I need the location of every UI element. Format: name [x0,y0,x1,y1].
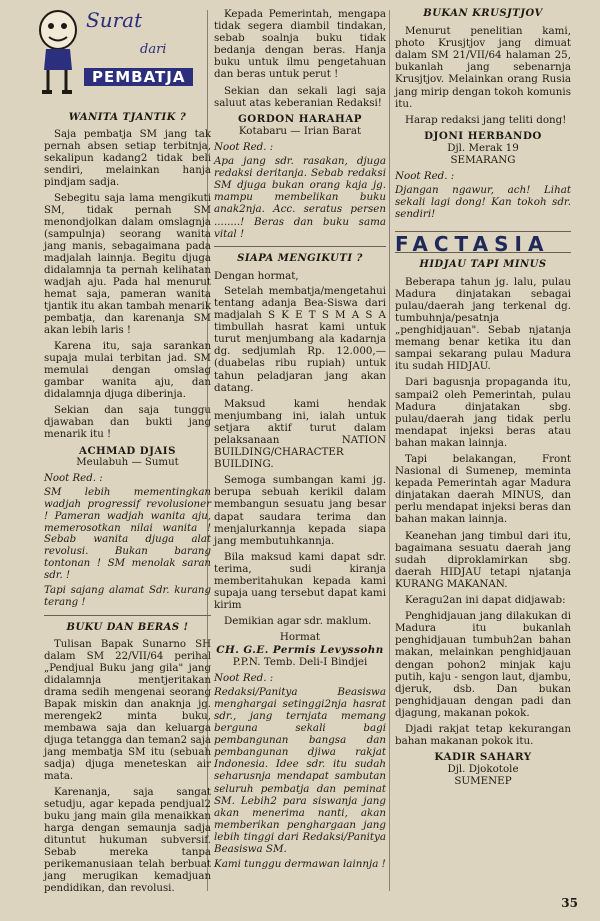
closing: Hormat [279,631,321,644]
editor-note-label: Noot Red. : [214,671,274,684]
paragraph: Karenanja, saja sangat setudju, agar kepada pendjual2 buku jang main gila menaikkan harga dengan semaunja sadja dituntut hukuman subversif. Sebab mereka tanpa perikemanusiaan telah berbuat jang merugikan kemadjuan pendidikan, dan revolusi. [44,787,211,895]
paragraph: Karena itu, saja sarankan supaja mulai terbitan jad. SM memulai dengan omslag gambar wanita aju, dan didalamnja djuga diberinja. [44,340,211,400]
paragraph: Menurut penelitian kami, photo Krusjtjov jang dimuat dalam SM 21/VII/64 halaman 25, bukanlah jang sebenarnja Krusjtjov. Melainkan orang Rusia jang mirip dengan tokoh komunis itu. [395,25,571,110]
signature-place: SUMENEP [454,775,512,788]
signature-place: Meulabuh — Sumut [76,456,179,468]
paragraph: Harap redaksi jang teliti dong! [405,113,567,126]
paragraph: Demikian agar sdr. maklum. [224,615,372,628]
editor-note-label: Noot Red. : [395,170,455,183]
signature-place: Kotabaru — Irian Barat [238,124,362,137]
editor-note-label: Noot Red. : [44,472,103,484]
paragraph: Maksud kami hendak menjumbang ini, ialah untuk setjara aktif turut dalam pelaksanaan NATION BUILDING/CHARACTER BUILDING. [214,397,386,471]
signature-address: Djl. Djokotole [447,763,519,776]
header-surat: Surat [86,8,143,32]
column-divider [389,10,390,891]
signature-name: GORDON HARAHAP [238,112,362,125]
divider [214,246,386,247]
signature-place: SEMARANG [450,154,516,167]
paragraph: Dari bagusnja propaganda itu, sampai2 oleh Pemerintah, pulau Madura dinjatakan sbg. pulau/daerah jang tidak perlu mendapat injeksi beras atau bahan makan lainnja. [395,376,571,449]
paragraph: Setelah membatja/mengetahui tentang adanja Bea-Siswa dari madjalah S K E T S M A S A timbullah hasrat kami untuk turut menjumbang ala kadarnja dg. sedjumlah Rp. 12.000,— (duabelas ribu rupiah) untuk tahun peladjaran jang akan datang. [214,284,386,394]
editor-note: Apa jang sdr. rasakan, djuga redaksi deritanja. Sebab redaksi SM djuga bukan orang kaja jg. mampu membelikan buku anak2nja. Acc. seratus persen ........! Beras dan buku sama vital ! [214,155,386,240]
paragraph: Keanehan jang timbul dari itu, bagaimana sesuatu daerah jang sudah diproklamirkan sbg. daerah HIDJAU tetapi njatanja KURANG MAKANAN. [395,529,571,590]
section-header [44,8,211,108]
column-1 [44,8,211,899]
paragraph: Sekian dan saja tunggu djawaban dan bukti jang menarik itu ! [44,404,211,440]
header-pembatja: PEMBATJA [84,68,193,86]
letter-title: BUKAN KRUSJTJOV [423,8,543,19]
signature-name: DJONI HERBANDO [424,129,542,142]
paragraph: Keragu2an ini dapat didjawab: [405,594,566,607]
column-3 [395,8,571,787]
signature-place: P.P.N. Temb. Deli-I Bindjei [232,655,368,668]
paragraph: Beberapa tahun jg. lalu, pulau Madura dinjatakan sebagai pulau/daerah jang terkenal dg. tumbuhnja/pesatnja „penghidjauan". Sebab njatanja memang benar ketika itu dan sampai sekarang pulau Madura itu sudah HIDJAU. [395,275,571,373]
letter-title: WANITA TJANTIK ? [68,112,187,123]
signature-address: Djl. Merak 19 [447,141,519,154]
editor-note: Redaksi/Panitya Beasiswa menghargai setinggi2nja hasrat sdr., jang ternjata memang berguna sekali bagi pembangunan bangsa dan pembangunan djiwa rakjat Indonesia. Idee sdr. itu sudah seharusnja mendapat sambutan seluruh pembatja dan peminat SM. Lebih2 para siswanja jang akan menerima nanti, akan memberikan penghargaan jang lebih tinggi dari Redaksi/Panitya Beasiswa SM. [214,685,386,855]
page-number: 35 [561,895,578,910]
paragraph: Sebegitu saja lama mengikuti SM, tidak pernah SM menondjolkan dalam omslagnja (sampulnja) seorang wanita jang manis, sebagaimana pada madjalah lainnja. Begitu djuga didalamnja ta pernah kelihatan wadjah aju. Pada hal menurut hemat saja, pameran wanita tjantik itu akan tambah menarik pembatja, dan karenanja SM akan lebih laris ! [44,192,211,336]
signature-name: CH. G.E. Permis Levyssohn [216,643,384,656]
paragraph: Sekian dan sekali lagi saja saluut atas keberanian Redaksi! [214,84,386,109]
header-dari: dari [140,42,167,57]
paragraph: Semoga sumbangan kami jg. berupa sebuah kerikil dalam membangun sesuatu jang besar dapat saudara terima dan menjalurkannja kepada siapa jang membutuhkannja. [214,474,386,547]
paragraph: Saja pembatja SM jang tak pernah absen setiap terbitnja, sekalipun kadang2 tidak beli sendiri, melainkan hanja pindjam sadja. [44,128,211,188]
editor-note: SM lebih mementingkan wadjah progressif revolusioner ! Pameran wadjah wanita aju, memerosotkan nilai wanita ! Sebab wanita djuga alat revolusi. Bukan barang tontonan ! SM menolak saran sdr. ! [44,486,211,582]
column-2 [214,8,386,873]
editor-note-label: Noot Red. : [214,140,274,153]
paragraph: Djadi rakjat tetap kekurangan bahan makanan pokok itu. [395,722,571,748]
paragraph: Tulisan Bapak Sunarno SH dalam SM 22/VII/64 perihal „Pendjual Buku jang gila" jang didalamnja mentjeritakan drama sedih mengenai seorang Bapak miskin dan anaknja jg. merengek2 minta buku, membawa saja dan keluarga djuga tetangga dan teman2 saja jang membatja SM itu (sebuah sadja) djuga meneteskan air mata. [44,639,211,783]
editor-note: Kami tunggu dermawan lainnja ! [214,858,386,871]
article-title: HIDJAU TAPI MINUS [419,258,547,270]
signature-name: KADIR SAHARY [434,751,532,764]
signature-name: ACHMAD DJAIS [79,444,176,457]
divider [44,615,211,616]
paragraph: Tapi belakangan, Front Nasional di Sumenep, meminta kepada Pemerintah agar Madura dinjatakan daerah MINUS, dan perlu mendapat injeksi beras dan bahan makan lainnja. [395,453,571,526]
editor-note: Tapi sajang alamat Sdr. kurang terang ! [44,585,211,609]
section-title-factasia: FACTASIA [395,231,550,256]
greeting: Dengan hormat, [214,269,299,282]
letter-title: BUKU DAN BERAS ! [66,622,189,634]
editor-note: Djangan ngawur, ach! Lihat sekali lagi dong! Kan tokoh sdr. sendiri! [395,184,571,221]
paragraph: Penghidjauan jang dilakukan di Madura itu bukanlah penghidjauan tumbuh2an bahan makan, melainkan penghidjauan dengan pohon2 minjak kaju putih, kaju - sengon laut, djambu, djeruk, dsb. Dan bukan penghidjauan dengan padi dan djagung, makanan pokok. [395,610,571,719]
mascot-icon [36,8,82,98]
letter-title: SIAPA MENGIKUTI ? [237,252,363,264]
paragraph: Kepada Pemerintah, mengapa tidak segera diambil tindakan, sebab soalnja buku tidak bedanja dengan beras. Hanja buku untuk ilmu pengetahuan dan beras untuk perut ! [214,8,386,81]
paragraph: Bila maksud kami dapat sdr. terima, sudi kiranja memberitahukan kepada kami supaja uang tersebut dapat kami kirim [214,550,386,612]
